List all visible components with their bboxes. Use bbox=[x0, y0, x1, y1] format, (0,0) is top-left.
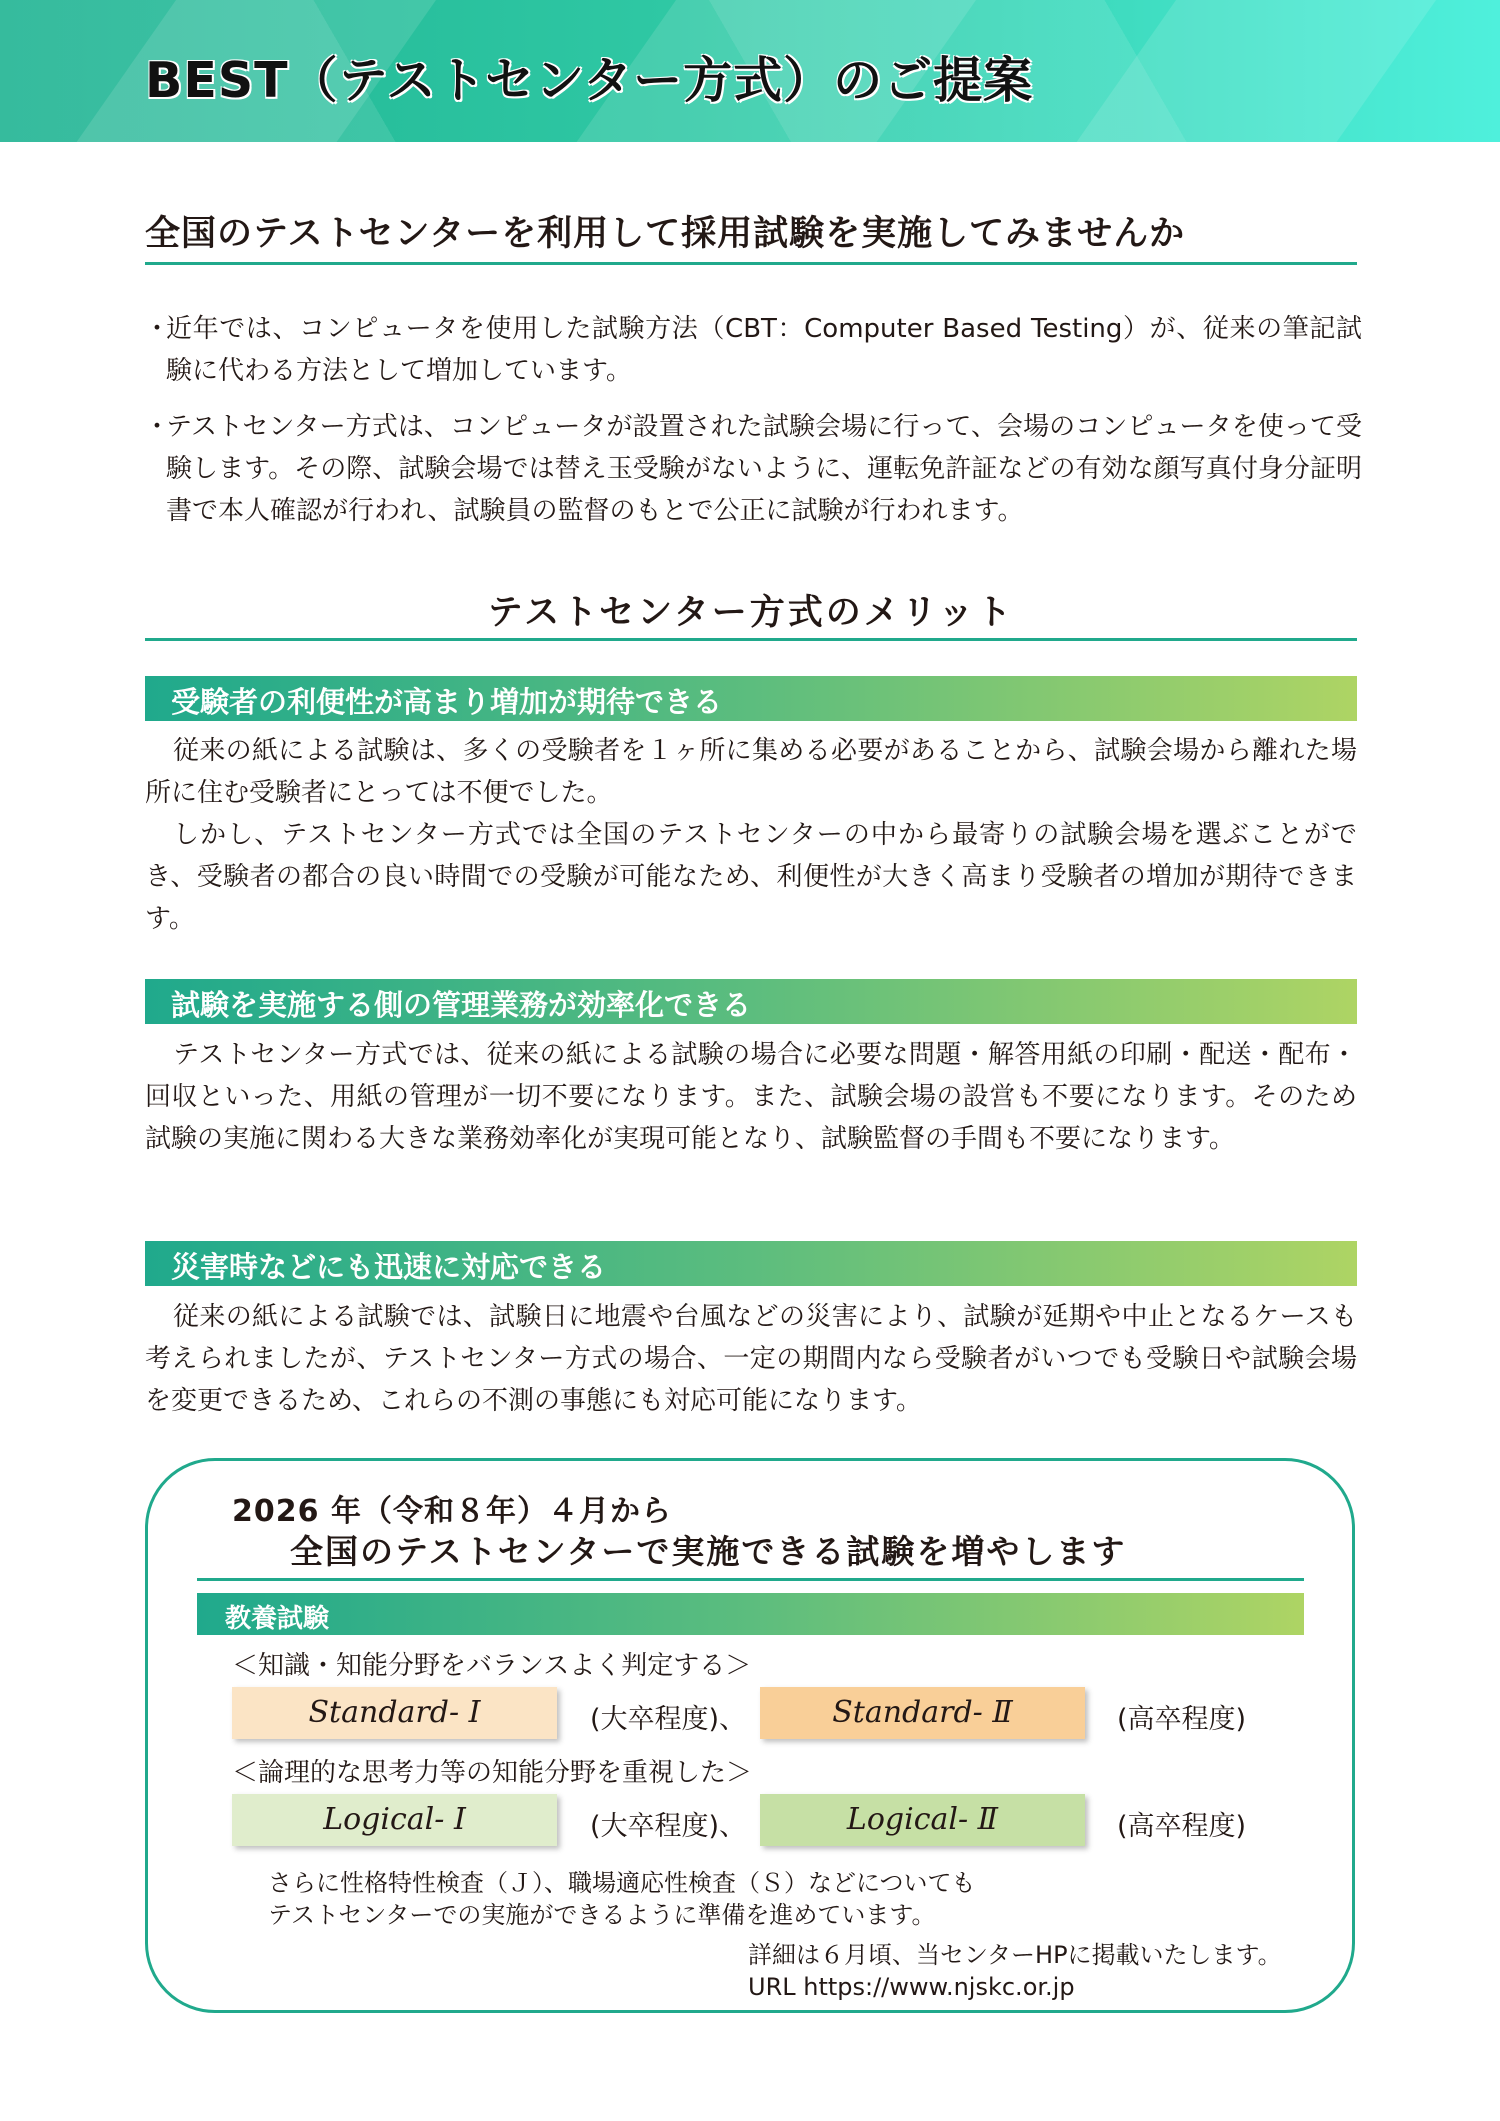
grade-highschool: (高卒程度) bbox=[1117, 1704, 1247, 1735]
merit-paragraph: しかし、テストセンター方式では全国のテストセンターの中から最寄りの試験会場を選ぶことができ、受験者の都合の良い時間での受験が可能なため、利便性が大きく高まり受験者の増加が期待できます。 bbox=[145, 820, 1357, 934]
header-banner bbox=[0, 0, 1500, 142]
group-label-logical: ＜論理的な思考力等の知能分野を重視した＞ bbox=[232, 1758, 753, 1788]
announcement-date: 2026 年（令和８年）４月から bbox=[232, 1494, 672, 1529]
merit-bar-efficiency bbox=[145, 979, 1357, 1024]
intro-bullet-text: 近年では、コンピュータを使用した試験方法（CBT：Computer Based Testing）が、従来の筆記試験に代わる方法として増加しています。 bbox=[166, 314, 1362, 386]
website-url[interactable]: URL https://www.njskc.or.jp bbox=[748, 1973, 1075, 2001]
bullet-mark: ・ bbox=[144, 412, 171, 442]
category-label: 教養試験 bbox=[225, 1604, 330, 1634]
intro-bullet-text: テストセンター方式は、コンピュータが設置された試験会場に行って、会場のコンピュータを使って受験します。その際、試験会場では替え玉受験がないように、運転免許証などの有効な顔写真付身分証明書で本人確認が行われ、試験員の監督のもとで公正に試験が行われます。 bbox=[166, 412, 1362, 526]
test-standard-2: Standard- Ⅱ bbox=[760, 1687, 1085, 1739]
page-title: BEST（テストセンター方式）のご提案 bbox=[145, 52, 1034, 109]
grade-university: (大卒程度)、 bbox=[590, 1811, 747, 1842]
banner-facet bbox=[1036, 0, 1464, 142]
intro-bullet-list bbox=[140, 308, 1362, 532]
merit-bar-disaster bbox=[145, 1241, 1357, 1286]
grade-university: (大卒程度)、 bbox=[590, 1704, 747, 1735]
grade-highschool: (高卒程度) bbox=[1117, 1811, 1247, 1842]
merits-heading-rule bbox=[145, 638, 1357, 641]
intro-bullet bbox=[140, 406, 1362, 532]
test-logical-2: Logical- Ⅱ bbox=[760, 1794, 1085, 1846]
test-standard-1: Standard- Ⅰ bbox=[232, 1687, 557, 1739]
bullet-mark: ・ bbox=[144, 314, 171, 344]
intro-bullet bbox=[140, 308, 1362, 392]
extra-note-line: テストセンターでの実施ができるように準備を進めています。 bbox=[268, 1901, 936, 1929]
test-logical-1: Logical- Ⅰ bbox=[232, 1794, 557, 1846]
merit-paragraph: テストセンター方式では、従来の紙による試験の場合に必要な問題・解答用紙の印刷・配送・配布・回収といった、用紙の管理が一切不要になります。また、試験会場の設営も不要になります。そのため試験の実施に関わる大きな業務効率化が実現可能となり、試験監督の手間も不要になります。 bbox=[145, 1040, 1357, 1154]
merit-title: 試験を実施する側の管理業務が効率化できる bbox=[171, 988, 752, 1022]
merit-title: 受験者の利便性が高まり増加が期待できる bbox=[171, 685, 723, 719]
merits-heading: テストセンター方式のメリット bbox=[487, 593, 1015, 633]
detail-note: 詳細は６月頃、当センターHPに掲載いたします。 bbox=[748, 1941, 1282, 1969]
intro-heading-rule bbox=[145, 262, 1357, 265]
merit-title: 災害時などにも迅速に対応できる bbox=[171, 1250, 607, 1284]
merit-paragraph: 従来の紙による試験は、多くの受験者を１ヶ所に集める必要があることから、試験会場から離れた場所に住む受験者にとっては不便でした。 bbox=[145, 736, 1357, 808]
merit-paragraph: 従来の紙による試験では、試験日に地震や台風などの災害により、試験が延期や中止となるケースも考えられましたが、テストセンター方式の場合、一定の期間内なら受験者がいつでも受験日や試験会場を変更できるため、これらの不測の事態にも対応可能になります。 bbox=[145, 1302, 1357, 1416]
merit-bar-convenience bbox=[145, 676, 1357, 721]
extra-note-line: さらに性格特性検査（Ｊ）、職場適応性検査（Ｓ）などについても bbox=[268, 1869, 976, 1897]
group-label-balance: ＜知識・知能分野をバランスよく判定する＞ bbox=[232, 1651, 752, 1681]
category-bar bbox=[197, 1593, 1304, 1635]
announcement-rule bbox=[197, 1578, 1304, 1581]
intro-heading: 全国のテストセンターを利用して採用試験を実施してみませんか bbox=[145, 214, 1186, 254]
announcement-headline: 全国のテストセンターで実施できる試験を増やします bbox=[290, 1532, 1127, 1571]
